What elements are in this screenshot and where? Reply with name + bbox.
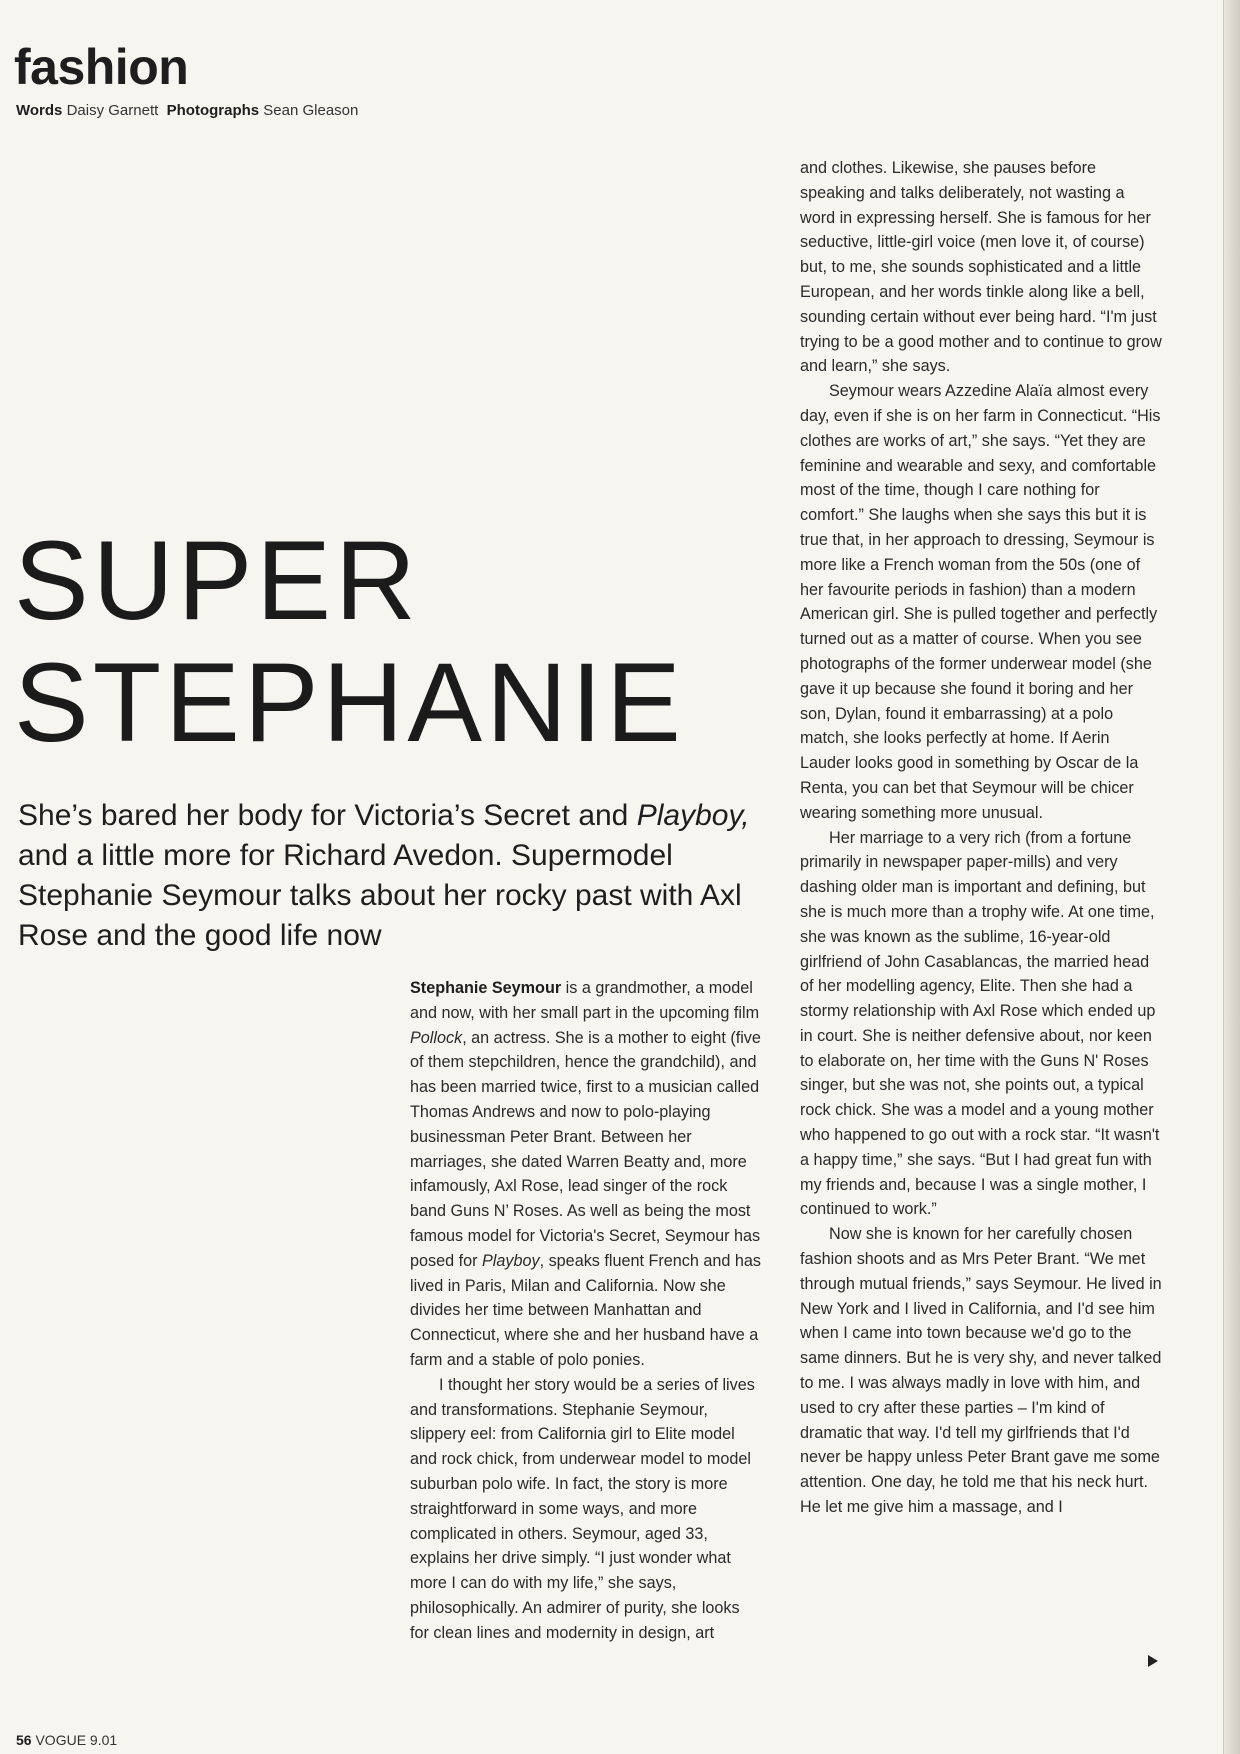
body-column-right [800,156,1162,1520]
standfirst-part-1: She’s bared her body for Victoria’s Secret and [18,799,637,832]
folio [16,1732,117,1748]
body-paragraph: Seymour wears Azzedine Alaïa almost every day, even if she is on her farm in Connecticut. “His clothes are works of art,” she says. “Yet they are feminine and wearable and sexy, and comfortable most of the time, though I care nothing for comfort.” She laughs when she says this but it is true that, in her approach to dressing, Seymour is more like a French woman from the 50s (one of her favourite periods in fashion) than a modern American girl. She is pulled together and perfectly turned out as a matter of course. When you see photographs of the former underwear model (she gave it up because she found it boring and her son, Dylan, found it embarrassing) at a polo match, she looks perfectly at home. If Aerin Lauder looks good in something by Oscar de la Renta, you can bet that Seymour will be chicer wearing something more unusual. [800,382,1161,822]
headline-line-1: SUPER [14,518,420,643]
words-label: Words [16,102,63,119]
body-text: is a grandmother, a model and now, with her small part in the upcoming film [410,979,760,1022]
issue-label: VOGUE 9.01 [35,1732,118,1748]
photographs-author: Sean Gleason [263,102,359,119]
body-paragraph [410,976,762,1373]
photographs-label: Photographs [166,102,260,119]
standfirst-part-3: and a little more for Richard Avedon. Supermodel Stephanie Seymour talks about her rocky past with Axl Rose and the good life now [18,839,742,952]
section-label: fashion [14,39,189,95]
standfirst-magazine: Playboy, [636,799,750,832]
headline-line-2: STEPHANIE [14,640,685,765]
words-author: Daisy Garnett [66,102,159,119]
lede-name: Stephanie Seymour [410,979,562,997]
page-number: 56 [16,1732,32,1748]
headline [14,520,685,764]
standfirst [18,796,758,956]
magazine-title: Playboy [482,1251,540,1270]
body-paragraph: Her marriage to a very rich (from a fortune primarily in newspaper paper-mills) and very dashing older man is important and defining, but she is much more than a trophy wife. At one time, she was known as the sublime, 16-year-old girlfriend of John Casablancas, the married head of her modelling agency, Elite. Then she had a stormy relationship with Axl Rose which ended up in court. She is neither defensive about, nor keen to elaborate on, her time with the Guns N' Roses singer, but she was not, she points out, a typical rock chick. She was a model and a young mother who happened to go out with a rock star. “It wasn't a happy time,” she says. “But I had great fun with my friends and, because I was a single mother, I continued to work.” [800,828,1160,1219]
body-text: , speaks fluent French and has lived in Paris, Milan and California. Now she divides her time between Manhattan and Connecticut, where she and her husband have a farm and a stable of polo ponies. [410,1251,761,1369]
body-paragraph: Now she is known for her carefully chosen fashion shoots and as Mrs Peter Brant. “We met through mutual friends,” says Seymour. He lived in New York and I lived in California, and I'd see him when I came into town because we'd go to the same dinners. But he is very shy, and never talked to me. I was always madly in love with him, and used to cry after these parties – I'm kind of dramatic that way. I'd tell my girlfriends that I'd never be happy unless Peter Brant gave me some attention. One day, he told me that his neck hurt. He let me give him a massage, and I [800,1225,1162,1517]
body-paragraph: I thought her story would be a series of lives and transformations. Stephanie Seymour, slippery eel: from California girl to Elite model and rock chick, from underwear model to model suburban polo wife. In fact, the story is more straightforward in some ways, and more complicated in others. Seymour, aged 33, explains her drive simply. “I just wonder what more I can do with my life,” she says, philosophically. An admirer of purity, she looks for clean lines and modernity in design, art [410,1375,755,1642]
credits [16,102,358,119]
body-column-middle [410,976,762,1646]
body-paragraph: and clothes. Likewise, she pauses before speaking and talks deliberately, not wasting a word in expressing herself. She is famous for her seductive, little-girl voice (men love it, of course) but, to me, she sounds sophisticated and a little European, and her words tinkle along like a bell, sounding certain without ever being hard. “I'm just trying to be a good mother and to continue to grow and learn,” she says. [800,159,1162,376]
continue-arrow-icon [1148,1655,1158,1667]
body-text: , an actress. She is a mother to eight (five of them stepchildren, hence the grandchild), and has been married twice, first to a musician called Thomas Andrews and now to polo-playing businessman Peter Brant. Between her marriages, she dated Warren Beatty and, more infamously, Axl Rose, lead singer of the rock band Guns N’ Roses. As well as being the most famous model for Victoria's Secret, Seymour has posed for [410,1028,761,1270]
page-edge [1223,0,1240,1754]
film-title: Pollock [410,1028,463,1047]
